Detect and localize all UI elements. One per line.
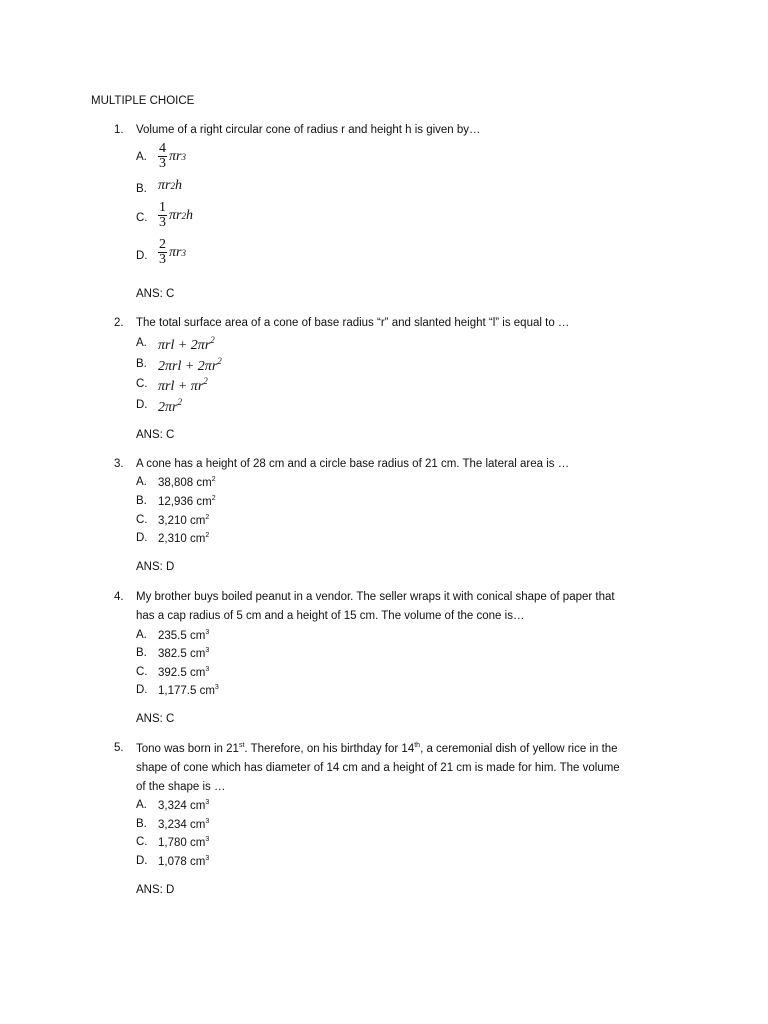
- option-letter: C.: [136, 212, 148, 224]
- option-letter: A.: [136, 337, 147, 349]
- option-formula: [158, 238, 186, 267]
- option-letter: D.: [136, 684, 148, 696]
- option-letter: B.: [136, 495, 147, 507]
- value-text: 382.5 cm: [158, 648, 206, 660]
- formula-expr: πr: [158, 178, 171, 193]
- question-text: shape of cone which has diameter of 14 cm and a height of 21 cm is made for him. The volume: [136, 762, 620, 774]
- option-value: [158, 495, 216, 508]
- option-value: [158, 684, 219, 697]
- option-letter: D.: [136, 250, 148, 262]
- option-formula: [158, 142, 186, 171]
- formula-expr: πrl + πr: [158, 379, 204, 394]
- option-letter: B.: [136, 358, 147, 370]
- value-text: 38,808 cm: [158, 477, 212, 489]
- option-formula: [158, 376, 208, 395]
- answer-key: ANS: D: [136, 884, 175, 896]
- formula-expr: 2πrl + 2πr: [158, 359, 218, 374]
- value-text: 3,234 cm: [158, 819, 206, 831]
- option-letter: D.: [136, 532, 148, 544]
- unit-exponent: 3: [214, 684, 219, 691]
- formula-exponent: 2: [217, 356, 222, 366]
- answer-key: ANS: D: [136, 561, 175, 573]
- option-letter: C.: [136, 378, 148, 390]
- answer-key: ANS: C: [136, 429, 175, 441]
- formula-exponent: 2: [170, 181, 175, 191]
- fraction: [158, 142, 167, 171]
- numerator: 2: [159, 237, 166, 252]
- unit-exponent: 2: [211, 476, 216, 483]
- option-value: [158, 799, 209, 812]
- ordinal-suffix: th: [414, 742, 421, 749]
- option-letter: B.: [136, 818, 147, 830]
- formula-expr: πrl + 2πr: [158, 338, 211, 353]
- value-text: 12,936 cm: [158, 496, 212, 508]
- answer-key: ANS: C: [136, 288, 175, 300]
- unit-exponent: 3: [205, 836, 210, 843]
- option-value: [158, 666, 209, 679]
- formula-exponent: 2: [177, 397, 182, 407]
- unit-exponent: 2: [205, 514, 210, 521]
- option-value: [158, 836, 209, 849]
- formula-exponent: 3: [181, 151, 186, 162]
- question-number: 3.: [114, 458, 124, 470]
- option-formula: [158, 397, 182, 416]
- denominator: 3: [159, 252, 166, 267]
- question-text: A cone has a height of 28 cm and a circle base radius of 21 cm. The lateral area is …: [136, 458, 570, 470]
- option-value: [158, 629, 209, 642]
- option-letter: D.: [136, 399, 148, 411]
- option-letter: B.: [136, 183, 147, 195]
- formula-expr: πr: [169, 207, 182, 223]
- question-number: 5.: [114, 742, 124, 754]
- option-value: [158, 476, 216, 489]
- value-text: 2,310 cm: [158, 533, 206, 545]
- question-text: [136, 742, 618, 755]
- section-title: MULTIPLE CHOICE: [91, 95, 195, 107]
- value-text: 1,177.5 cm: [158, 685, 215, 697]
- formula-expr: 2πr: [158, 400, 178, 415]
- formula-expr: πr: [169, 148, 182, 164]
- option-formula: [158, 201, 193, 230]
- value-text: 392.5 cm: [158, 667, 206, 679]
- unit-exponent: 3: [205, 666, 210, 673]
- text-part: Tono was born in 21: [136, 743, 239, 755]
- unit-exponent: 2: [205, 532, 210, 539]
- option-letter: C.: [136, 666, 148, 678]
- option-letter: A.: [136, 799, 147, 811]
- option-letter: B.: [136, 647, 147, 659]
- question-text: has a cap radius of 5 cm and a height of 15 cm. The volume of the cone is…: [136, 610, 525, 622]
- option-letter: C.: [136, 514, 148, 526]
- fraction: [158, 238, 167, 267]
- numerator: 4: [159, 141, 166, 156]
- value-text: 235.5 cm: [158, 630, 206, 642]
- text-part: , a ceremonial dish of yellow rice in the: [420, 743, 618, 755]
- formula-tail: h: [185, 207, 193, 223]
- question-number: 4.: [114, 591, 124, 603]
- value-text: 3,324 cm: [158, 800, 206, 812]
- ordinal-suffix: st: [238, 742, 245, 749]
- answer-key: ANS: C: [136, 713, 175, 725]
- denominator: 3: [159, 156, 166, 171]
- question-text: My brother buys boiled peanut in a vendor. The seller wraps it with conical shape of paper that: [136, 591, 615, 603]
- unit-exponent: 2: [211, 495, 216, 502]
- option-formula: [158, 356, 222, 375]
- unit-exponent: 3: [205, 855, 210, 862]
- denominator: 3: [159, 215, 166, 230]
- option-letter: A.: [136, 476, 147, 488]
- question-number: 1.: [114, 124, 124, 136]
- option-formula: [158, 335, 215, 354]
- option-value: [158, 818, 209, 831]
- option-value: [158, 532, 209, 545]
- text-part: . Therefore, on his birthday for 14: [244, 743, 415, 755]
- option-letter: A.: [136, 629, 147, 641]
- question-text: The total surface area of a cone of base radius “r” and slanted height “l” is equal to …: [136, 317, 570, 329]
- value-text: 3,210 cm: [158, 515, 206, 527]
- formula-expr: πr: [169, 244, 182, 260]
- unit-exponent: 3: [205, 799, 210, 806]
- value-text: 1,078 cm: [158, 856, 206, 868]
- option-value: [158, 647, 209, 660]
- unit-exponent: 3: [205, 647, 210, 654]
- formula-exponent: 2: [181, 210, 186, 221]
- option-formula: [158, 178, 182, 194]
- option-value: [158, 855, 209, 868]
- unit-exponent: 3: [205, 818, 210, 825]
- question-text: of the shape is …: [136, 781, 226, 793]
- formula-exponent: 2: [203, 376, 208, 386]
- fraction: [158, 201, 167, 230]
- option-letter: C.: [136, 836, 148, 848]
- option-letter: A.: [136, 151, 147, 163]
- formula-tail: h: [174, 178, 182, 193]
- question-text: Volume of a right circular cone of radius r and height h is given by…: [136, 124, 481, 136]
- numerator: 1: [159, 200, 166, 215]
- option-value: [158, 514, 209, 527]
- formula-exponent: 2: [210, 335, 215, 345]
- formula-exponent: 3: [181, 247, 186, 258]
- question-number: 2.: [114, 317, 124, 329]
- value-text: 1,780 cm: [158, 837, 206, 849]
- unit-exponent: 3: [205, 629, 210, 636]
- option-letter: D.: [136, 855, 148, 867]
